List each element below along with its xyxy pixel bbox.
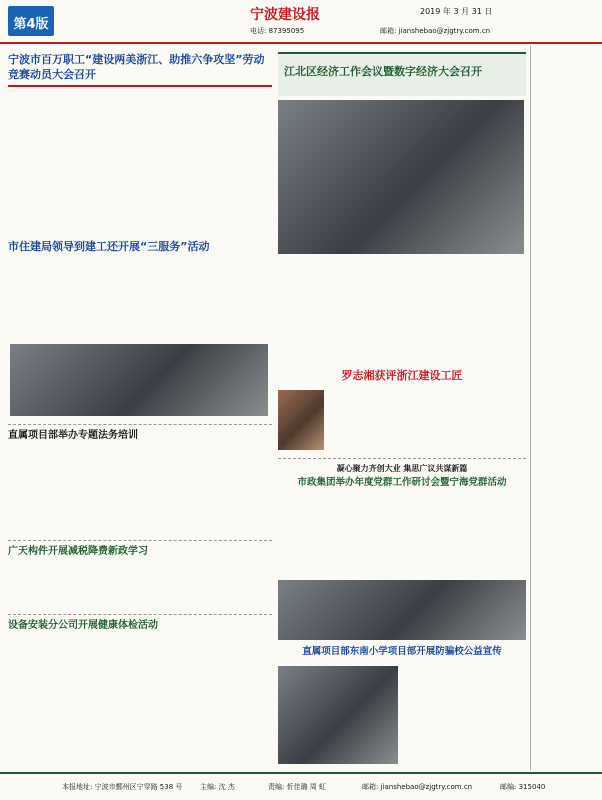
page-label: 第4版	[13, 17, 49, 32]
article-direct-project	[8, 424, 272, 536]
prefab-title: 广天构件开展减税降费新政学习	[8, 546, 148, 557]
party-build-subtitle: 凝心聚力齐创大业 集思广议共谋新篇	[336, 464, 468, 473]
header-email: 邮箱: jianshebao@zjgtry.com.cn	[380, 27, 491, 35]
xiangtai-title: 罗志湘获评浙江建设工匠	[341, 369, 463, 382]
xiangtai-title-bar	[278, 368, 526, 386]
equipment-title: 设备安装分公司开展健康体检活动	[8, 620, 158, 631]
article-southeast	[402, 666, 526, 764]
page-label-box	[8, 6, 54, 36]
southeast-title: 直属项目部东南小学项目部开展防骗校公益宣传	[302, 646, 502, 657]
bureau-leaders-photo	[10, 344, 268, 416]
footer-proof: 责编: 忻佳璐 周 虹	[268, 783, 327, 791]
side-column	[530, 46, 598, 770]
jiangbei-photo	[278, 100, 524, 254]
article-xiangtai	[328, 390, 526, 456]
main-headline-title: 宁波市百万职工“建设两美浙江、助推六争攻坚”劳动竞赛动员大会召开	[8, 53, 265, 81]
article-equipment	[8, 614, 272, 764]
jiangbei-title-box	[278, 52, 526, 96]
footer-editor: 主编: 沈 杰	[200, 783, 235, 791]
party-build-photo	[278, 580, 526, 640]
page-footer	[0, 772, 602, 800]
jiangbei-title: 江北区经济工作会议暨数字经济大会召开	[284, 65, 482, 78]
footer-address: 本报地址: 宁波市鄞州区宁穿路 538 号	[62, 783, 183, 791]
direct-project-title: 直属项目部举办专题法务培训	[8, 430, 138, 441]
article-main-headline	[8, 52, 272, 236]
xiangtai-portrait	[278, 390, 324, 450]
article-bureau-leaders	[8, 240, 272, 342]
article-prefab	[8, 540, 272, 610]
issue-date: 2019 年 3 月 31 日	[420, 7, 493, 16]
party-build-title: 市政集团举办年度党群工作研讨会暨宁海党群活动	[297, 477, 507, 488]
southeast-title-bar	[278, 644, 526, 662]
article-party-build	[278, 458, 526, 576]
page-header	[0, 0, 602, 44]
article-jiangbei	[278, 258, 526, 368]
southeast-photo	[278, 666, 398, 764]
phone: 电话: 87395095	[250, 27, 305, 35]
footer-postcode: 邮编: 315040	[500, 783, 546, 791]
bureau-leaders-title: 市住建局领导到建工还开展“三服务”活动	[8, 240, 210, 253]
masthead-logo: 宁波建设报	[250, 7, 320, 23]
footer-email: 邮箱: jianshebao@zjgtry.com.cn	[362, 783, 473, 791]
